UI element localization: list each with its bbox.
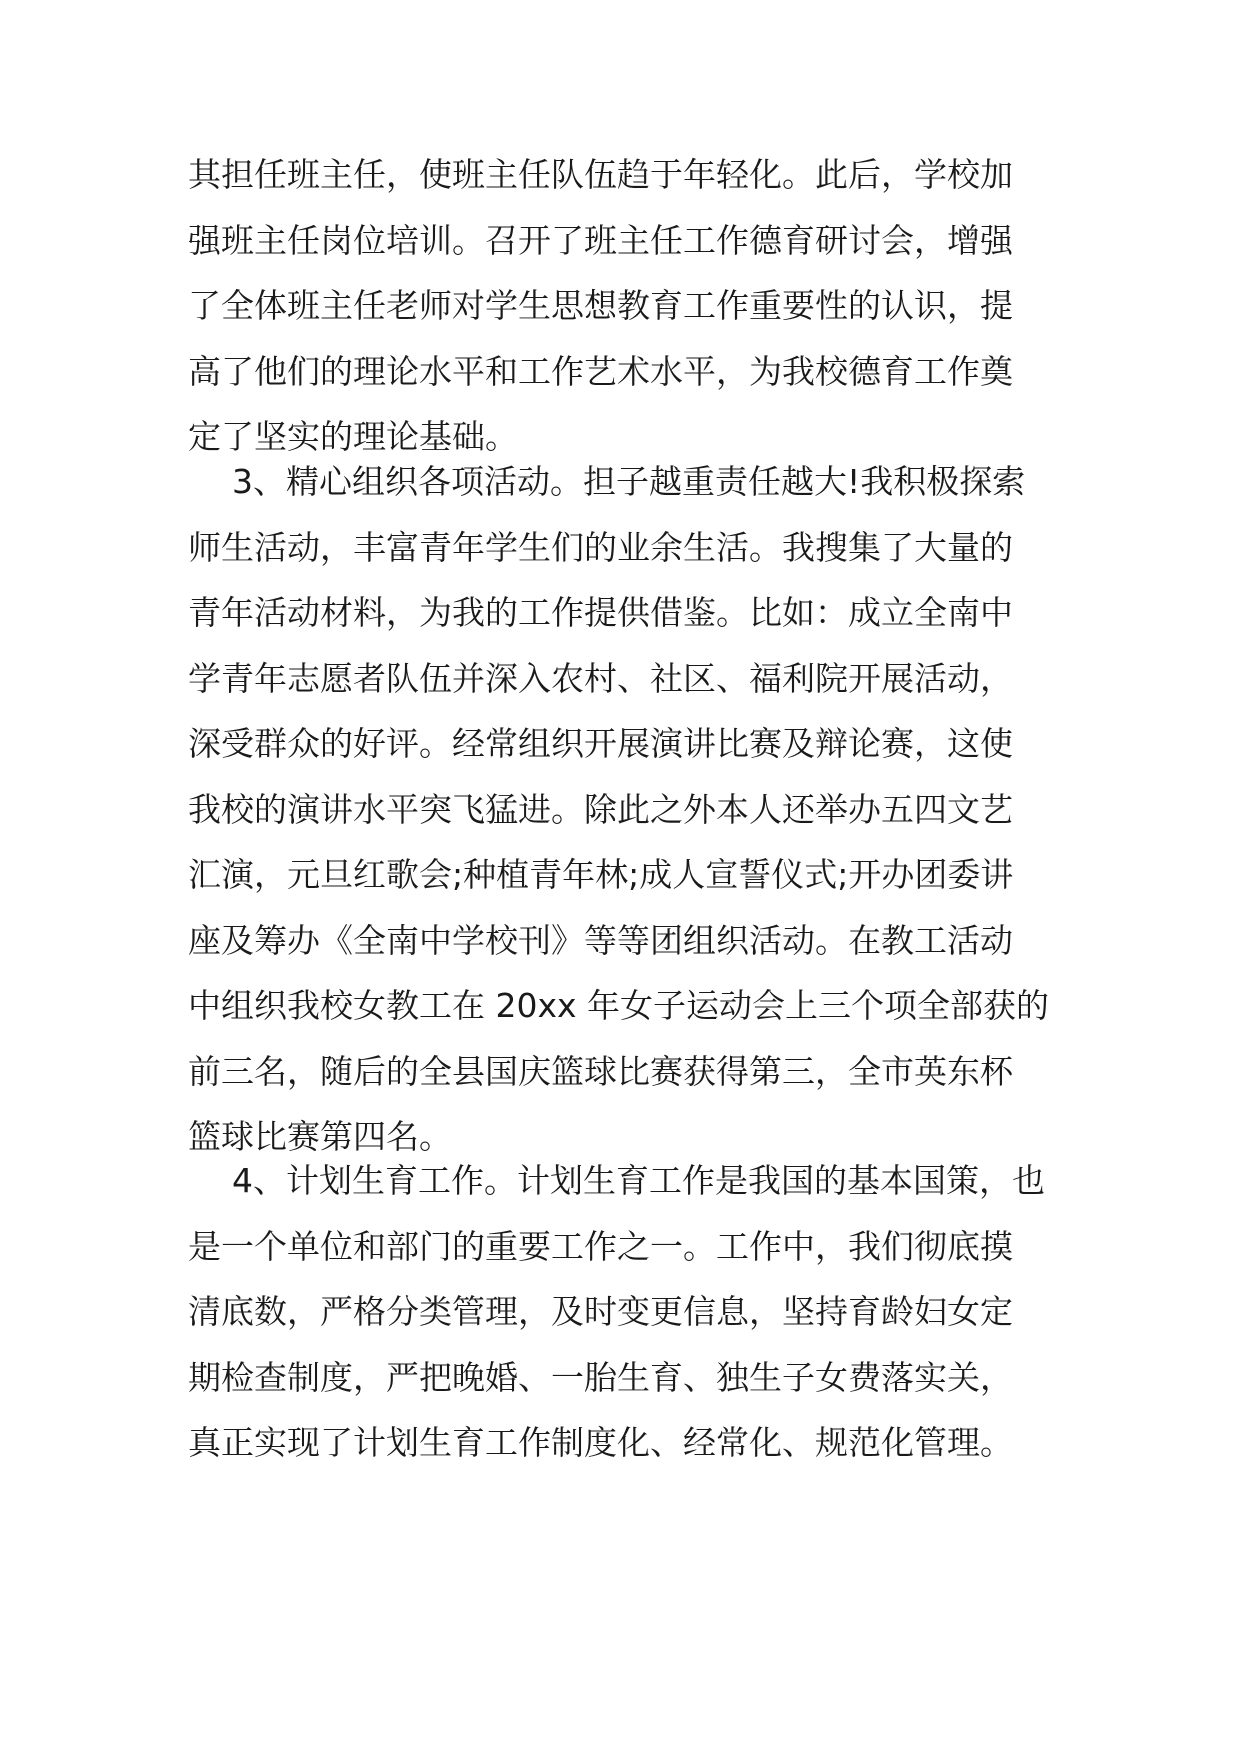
text-line: 了全体班主任老师对学生思想教育工作重要性的认识，提 [188,286,1013,325]
text-line: 师生活动，丰富青年学生们的业余生活。我搜集了大量的 [188,527,1013,567]
text-line: 学青年志愿者队伍并深入农村、社区、福利院开展活动， [188,658,1013,698]
paragraph-class-teacher-training [188,142,1068,470]
text-line: 深受群众的好评。经常组织开展演讲比赛及辩论赛，这使 [188,724,1013,763]
text-line: 其担任班主任，使班主任队伍趋于年轻化。此后，学校加 [188,155,1013,194]
text-line: 青年活动材料，为我的工作提供借鉴。比如：成立全南中 [188,593,1013,632]
text-line: 篮球比赛第四名。 [188,1117,452,1156]
text-line: 强班主任岗位培训。召开了班主任工作德育研讨会，增强 [188,220,1013,260]
text-line: 清底数，严格分类管理，及时变更信息，坚持育龄妇女定 [188,1292,1013,1331]
text-line: 汇演，元旦红歌会;种植青年林;成人宣誓仪式;开办团委讲 [188,855,1014,894]
text-line: 3、精心组织各项活动。担子越重责任越大!我积极探索 [232,462,1026,501]
text-line: 真正实现了计划生育工作制度化、经常化、规范化管理。 [188,1423,1013,1462]
text-line: 是一个单位和部门的重要工作之一。工作中，我们彻底摸 [188,1226,1013,1266]
text-line: 中组织我校女教工在 20xx 年女子运动会上三个项全部获的 [188,986,1050,1025]
text-line: 期检查制度，严把晚婚、一胎生育、独生子女费落实关， [188,1357,1013,1397]
text-line: 我校的演讲水平突飞猛进。除此之外本人还举办五四文艺 [188,789,1013,829]
text-line: 座及筹办《全南中学校刊》等等团组织活动。在教工活动 [188,920,1013,960]
paragraph-organize-activities [188,449,1068,1170]
paragraph-family-planning [188,1148,1068,1476]
text-line: 4、计划生育工作。计划生育工作是我国的基本国策，也 [232,1161,1045,1200]
text-line: 前三名，随后的全县国庆篮球比赛获得第三，全市英东杯 [188,1051,1013,1091]
text-line: 定了坚实的理论基础。 [188,417,518,456]
text-line: 高了他们的理论水平和工作艺术水平，为我校德育工作奠 [188,351,1013,391]
